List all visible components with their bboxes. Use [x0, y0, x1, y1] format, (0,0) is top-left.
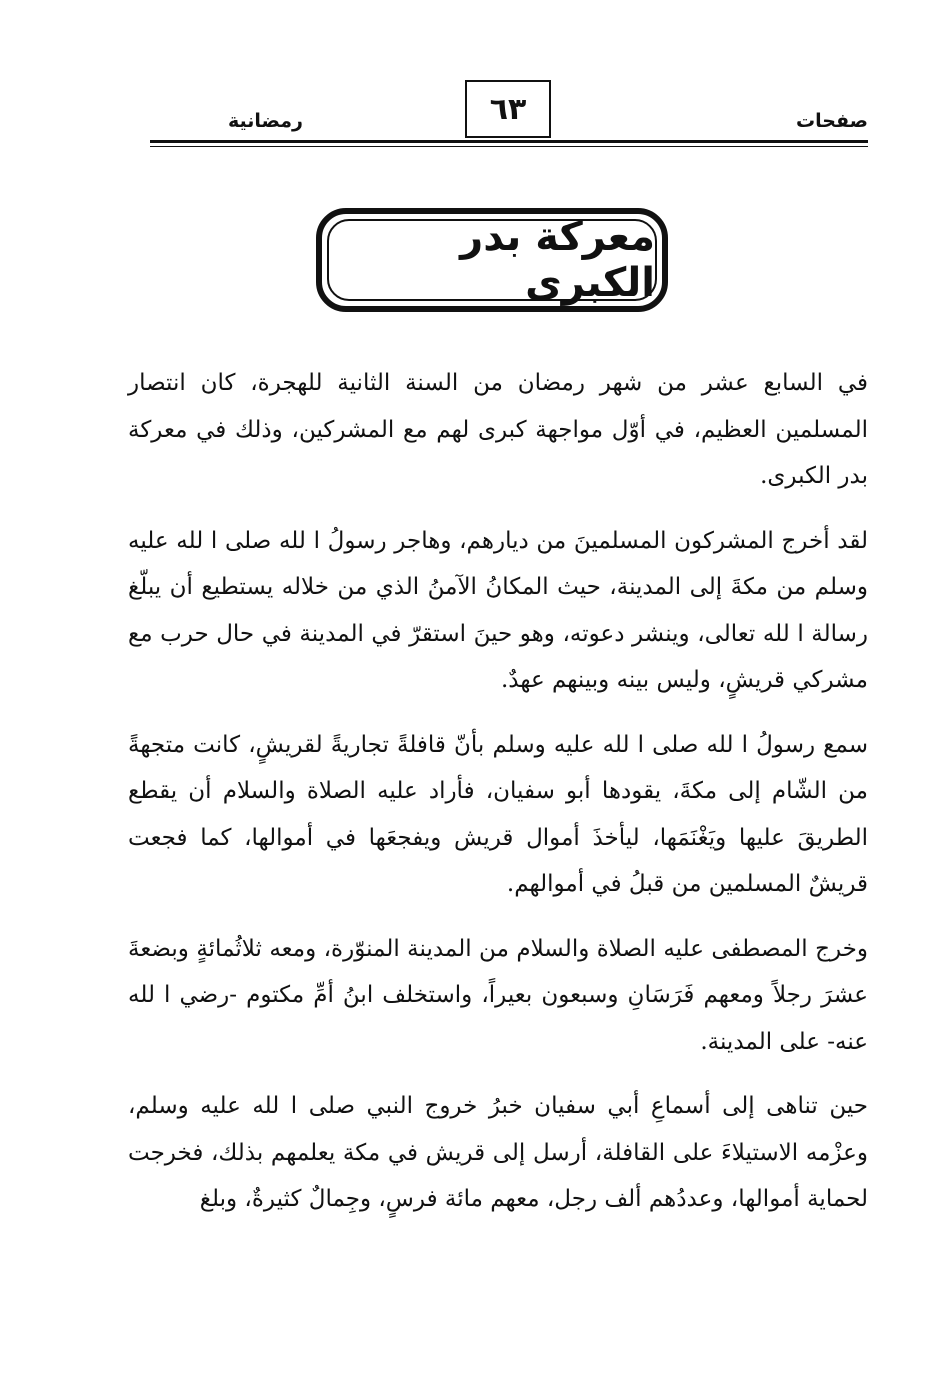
chapter-title: معركة بدر الكبرى: [327, 219, 657, 301]
page-header: [150, 80, 868, 150]
paragraph: في السابع عشر من شهر رمضان من السنة الثانية للهجرة، كان انتصار المسلمين العظيم، في أوّل مواجهة كبرى لهم مع المشركين، وذلك في معركة بدر الكبرى.: [128, 370, 868, 489]
paragraph: لقد أخرج المشركون المسلمينَ من ديارهم، وهاجر رسولُ ا لله صلى ا لله عليه وسلم من مكةَ إلى المدينة، حيث المكانُ الآمنُ الذي من خلاله يستطيع أن يبلّغ رسالة ا لله تعالى، وينشر دعوته، وهو حينَ استقرّ في المدينة في حال حرب مع مشركي قريشٍ، وليس بينه وبينهم عهدٌ.: [128, 527, 868, 693]
header-book-title: صفحات: [796, 110, 868, 132]
header-rule-thin: [150, 146, 868, 147]
header-rule: [150, 140, 868, 143]
header-section-title: رمضانية: [228, 110, 303, 132]
chapter-title-frame: [316, 208, 668, 312]
paragraph: وخرج المصطفى عليه الصلاة والسلام من المدينة المنوّرة، ومعه ثلاثُمائةٍ وبضعةَ عشرَ رجلاً ومعهم فَرَسَانِ وسبعون بعيراً، واستخلف ابنُ أمِّ مكتوم -رضي ا لله عنه- على المدينة.: [128, 935, 868, 1055]
paragraph: سمع رسولُ ا لله صلى ا لله عليه وسلم بأنّ قافلةً تجاريةً لقريشٍ، كانت متجهةً من الشّام إلى مكةَ، يقودها أبو سفيان، فأراد عليه الصلاة والسلام أن يقطع الطريقَ عليها ويَغْنَمَها، ليأخذَ أموال قريش ويفجعَها في أموالها، كما فجعت قريشٌ المسلمين من قبلُ في أموالهم.: [128, 731, 868, 897]
body-text: [128, 360, 868, 1241]
paragraph: حين تناهى إلى أسماعِ أبي سفيان خبرُ خروج النبي صلى ا لله عليه وسلم، وعزْمه الاستيلاءَ على القافلة، أرسل إلى قريش في مكة يعلمهم بذلك، فخرجت لحماية أموالها، وعددُهم ألف رجل، معهم مائة فرسٍ، وجِمالٌ كثيرةٌ، وبلغ: [128, 1093, 868, 1212]
page-number: ٦٣: [465, 80, 551, 138]
